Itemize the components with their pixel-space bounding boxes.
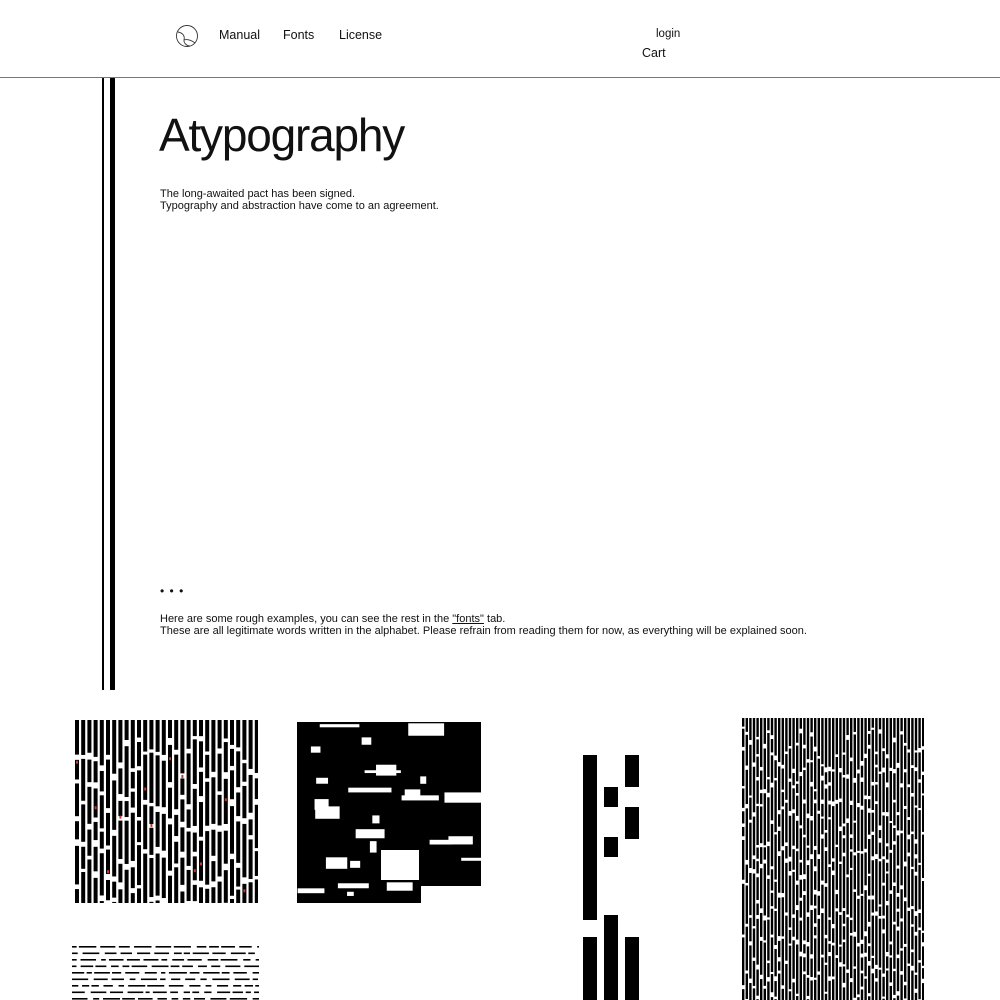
cart-link[interactable]: Cart <box>642 46 666 60</box>
specimen-vertical-stripes-graphic <box>73 720 258 903</box>
specimen-vertical-stripes <box>73 720 258 903</box>
login-link[interactable]: login <box>656 28 681 40</box>
site-header <box>0 0 1000 78</box>
examples-text-after: tab. <box>483 613 506 625</box>
specimen-sparse-columns-graphic <box>583 755 640 1000</box>
specimen-sparse-columns <box>583 755 640 1000</box>
specimen-black-block-graphic <box>297 722 481 903</box>
specimen-horizontal-dashes <box>72 944 259 1000</box>
specimen-horizontal-dashes-graphic <box>72 944 259 1000</box>
nav-license-link[interactable]: License <box>339 28 383 42</box>
nav-fonts-link[interactable]: Fonts <box>283 28 315 42</box>
examples-line-1 <box>160 613 807 625</box>
decorative-vertical-rule-thick <box>110 78 115 690</box>
intro-line: The long-awaited pact has been signed. <box>160 188 356 200</box>
intro-line: Typography and abstraction have come to an agreement. <box>160 200 439 212</box>
globe-logo-icon[interactable] <box>175 24 199 48</box>
fonts-tab-link[interactable]: "fonts" <box>452 613 484 625</box>
intro-text <box>160 188 439 212</box>
decorative-vertical-rule-thin <box>102 78 104 690</box>
specimen-dense-columns-graphic <box>742 718 924 1000</box>
specimen-dense-columns <box>742 718 924 1000</box>
section-separator: • • • <box>160 584 185 598</box>
examples-text <box>160 613 807 637</box>
examples-text-before: Here are some rough examples, you can see the rest in the <box>160 613 453 625</box>
nav-manual-link[interactable]: Manual <box>219 28 260 42</box>
examples-line-2: These are all legitimate words written in the alphabet. Please refrain from reading them for now, as everything will be explained soon. <box>160 625 807 637</box>
page-title: Atypography <box>159 109 405 161</box>
specimen-black-block <box>297 722 481 903</box>
